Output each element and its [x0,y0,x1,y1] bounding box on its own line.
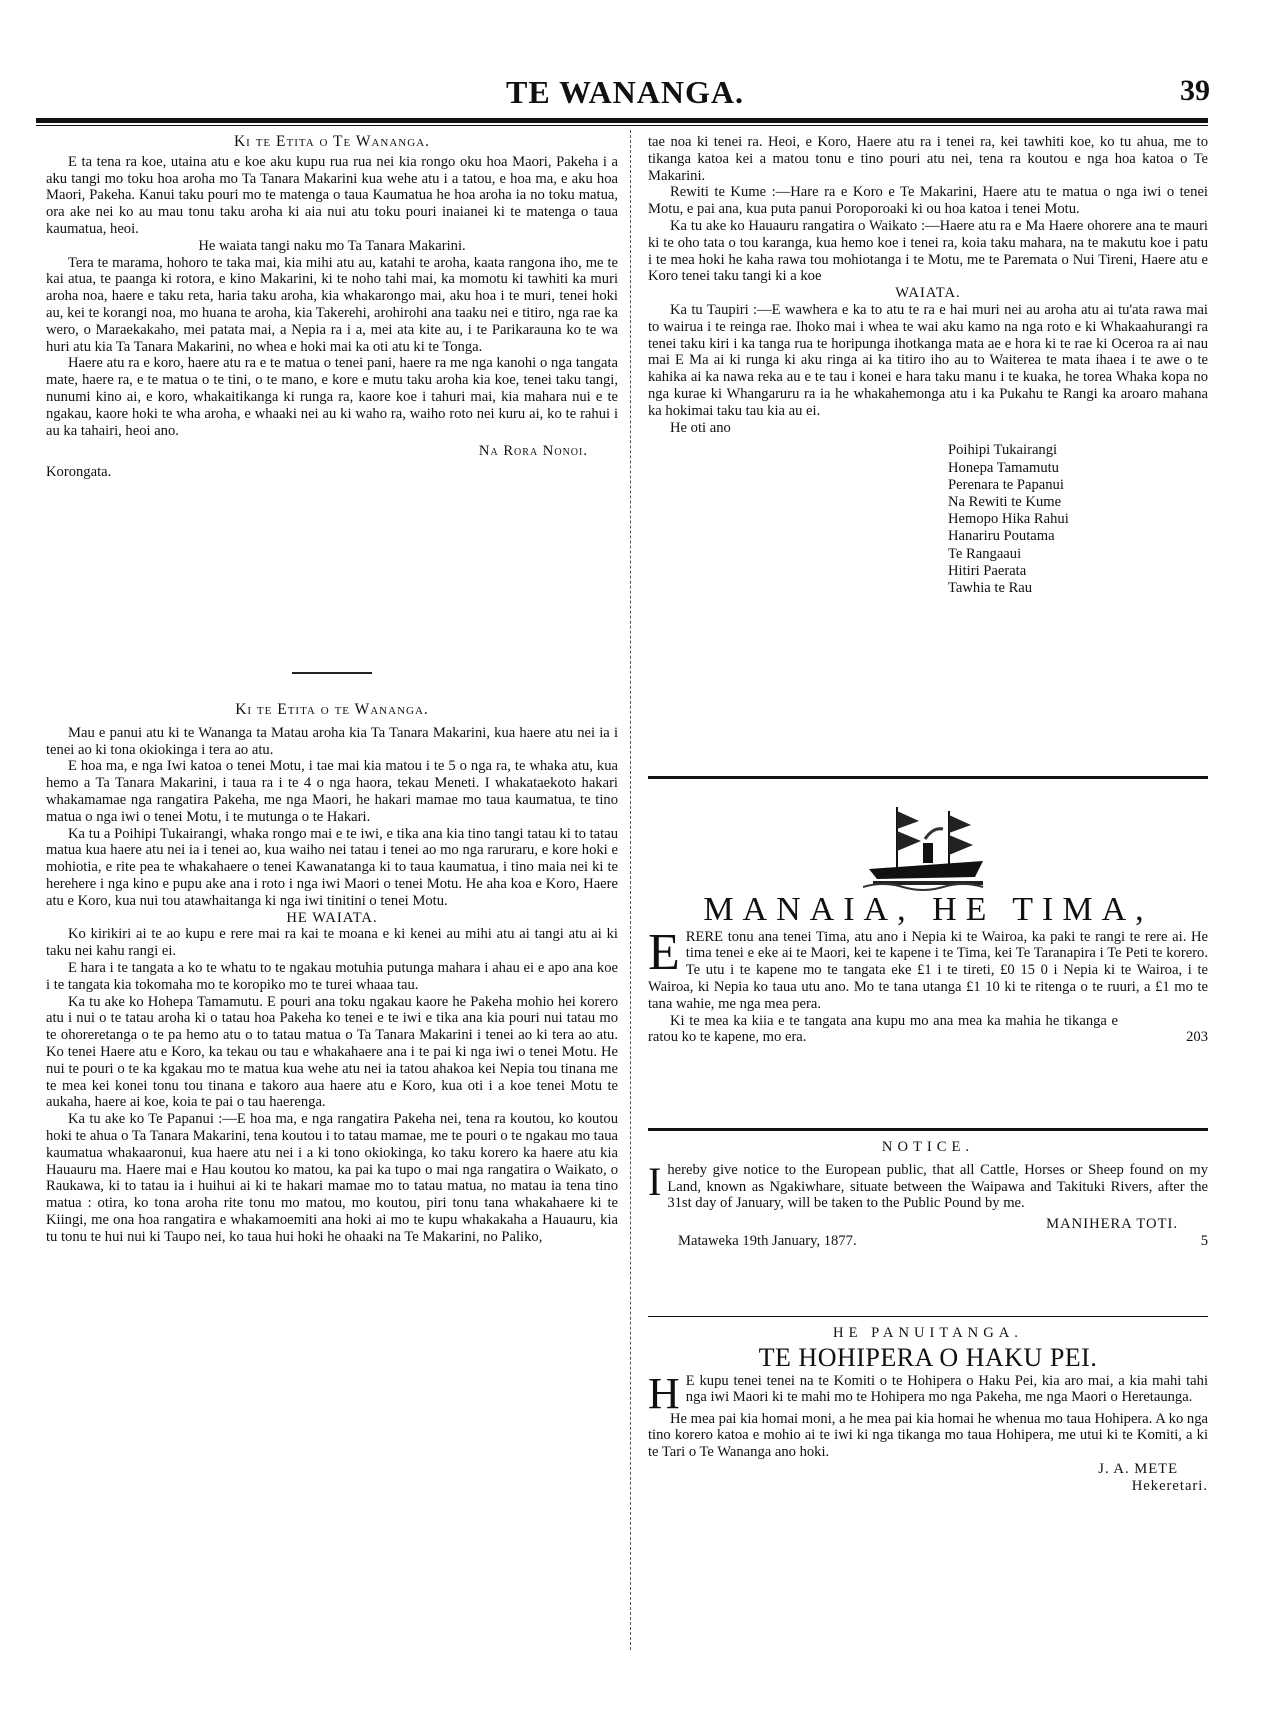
panuitanga-body [648,1368,1208,1418]
letter1-paragraph: Tera te marama, hohoro te taka mai, kia mihi atu au, katahi te aroha, kaata rangona iho, me te kai atua, te paanga ki rotora, e kino Makarini, ki te noho tahi mai, ka momotu ki tawhiti ka muri aroha noa, haere e taku reta, haria taku aroha, kia whakarongo mai, aku hoa i te muri, tenei hoki au, kei te korangi noa, mo huana te aroha, kia Takerehi, arohirohi ana taaku nei e titiro, nga rae ka wero, o Maraekakaho, mei patata mai, a Nepia ra i a, mei ata kite au, i te Parikarauna ko te wa huri atu kia Ta Tanara Makarini, no whea e hoki mai ka oti atu ki te Tonga. [46,254,618,355]
left-column-letter2 [46,672,618,674]
ad-rule [648,776,1208,779]
signatories-list [648,442,1208,597]
letter1-heading: Ki te Etita o Te Wananga. [233,133,431,150]
manaia-text: RERE tonu ana tenei Tima, atu ano i Nepia ki te Wairoa, ka paki te rangi te rere ai. He tima tenei e eke ai te Maori, kei te kapene i te Tima, kei Te Taranapira i Te Peti te korero. Te utu i te kapene mo te tangata eke £1 i te tireti, £0 15 0 i Nepia ki te Wairoa, i te Wairoa, ki Nepia ko taua utu ano. Mo te tana utanga £1 10 ki te ritenga o te ruuri, a £1 mo te tana wahie, me nga mea pera. [648,928,1208,1012]
left-column [46,134,618,481]
continuation-paragraph: Ka tu ake ko Hauauru rangatira o Waikato :—Haere atu ra e Ma Haere ohorere ana te mauri ki te oho tata o tou karanga, kua hemo koe i tenei ra, koia taku mahara, na te makutu koe i patu i te mea hoki he kaha rawa tou mohiotanga i te Motu, me te Paremata o Nui Tireni, Haere atu e Koro tenei taku tangi ki a koe [648,217,1208,285]
closing-line: He oti ano [670,419,731,436]
steamship-icon [863,799,993,891]
song-paragraph: Ko kirikiri ai te ao kupu e rere mai ra kai te moana e ki kenei au mihi atu ai tangi atu ai ki taku nei kahu rangi ei. [46,926,618,960]
notice-heading: NOTICE. [881,1139,975,1155]
section-divider [292,672,372,674]
right-column [648,134,1208,597]
page-header [40,74,1210,114]
signatory-name: Hitiri Paerata [948,562,1027,579]
song-paragraph: E hara i te tangata a ko te whatu to te ngakau motuhia putunga mahara i ahau ei e apo ana koe i te tangata kia tokomaha mo te koropiko mo te turei whaaa tau. [46,959,618,993]
song-paragraph: Ka tu ake ko Te Papanui :—E hoa ma, e nga rangatira Pakeha nei, tena ra koutou, ko koutou hoki te ahua o Ta Tanara Makarini, tena koutou i to tatau mamae, me te pouri o te ngakau mo taua kaumatua whakaaronui, kua haere atu nei i a ki tono okiokinga, ko taku korero ka haere atu kia Hauauru ma. Haere mai e Hau koutou ko matou, ka pai ka tupo o mai nga rangatira o Waikato, o Raukawa, ki to tatau ia i huihui ai ki te hakari mamae mo to tatau matua, no matau ia tena tino matua : otira, ko tona aroha rite tonu mo matou, mo koutou, piri tonu tana whakahaere ki te Kiingi, me ona hoa rangatira e whakamoemiti ana hoki ai mo te kupu whakakaha a Hauauru, kia tu tonu te hui nui ki Taupo nei, ko taua hui hoki he ohaaki na Te Makarini, no Paliko, [46,1111,618,1245]
manaia-text2: Ki te mea ka kiia e te tangata ana kupu mo ana mea ka mahia he tikanga e ratou ko te kapene, mo era. [648,1012,1118,1046]
signatory-name: Te Rangaaui [948,545,1022,562]
page-number: 39 [1180,74,1210,107]
header-rule-thick [36,118,1208,123]
notice-footer-row [648,1233,1208,1250]
letter2 [46,702,618,1246]
letter2-heading: Ki te Etita o te Wananga. [235,701,429,718]
notice-dateline: Mataweka 19th January, 1877. [678,1232,857,1249]
letter1-paragraph: Haere atu ra e koro, haere atu ra e te matua o tenei pani, haere ra me nga kanohi o nga tangata mate, haere ra, e te matua o te tini, o te mano, e kore e mutu taku aroha kia koe, tenei taku tangi, nunumi kino ai, e koro, whakaitikanga ki runga ra, kaore koe i tahuri mai, kia mahara nui e te ngakau, kaore hoki te wha aroha, e whaaki nei au ki waho ra, waiho roto nei kuru ai, ko te rahui i au ka tahairi, heoi ano. [46,355,618,439]
letter1-paragraph: E ta tena ra koe, utaina atu e koe aku kupu rua rua nei kia rongo oku hoa Maori, Pakeha i a aku tangi mo toku hoa aroha mo Ta Tanara Makarini kua wehe atu i a tatou, e hoa ma, e aku hoa Maori, Pakeha. Kanui taku pouri mo te matenga o taua Kaumatua he hoa aroha ia no toku matua, ora ake nei ko au mau tonu taku aroha ki aia nui atu toku pouri inaianei ki te matenga o taua kaumatua, heoi. [46,153,618,237]
continuation-paragraph: Rewiti te Kume :—Hare ra e Koro e Te Makarini, Haere atu te matua o nga iwi o tenei Motu, e pai ana, kua puta panui Poroporoaki ki ou hoa katoa i tenei Motu. [648,184,1208,218]
hospital-title: TE HOHIPERA O HAKU PEI. [758,1342,1098,1372]
signatory-name: Na Rewiti te Kume [948,493,1062,510]
newspaper-title: TE WANANGA. [506,74,744,110]
panuitanga-signature: J. A. METE [1098,1460,1178,1477]
notice-dropcap: I [648,1158,662,1204]
signatory-name: Honepa Tamamutu [948,459,1059,476]
letter2-paragraph: Mau e panui atu ki te Wananga ta Matau aroha kia Ta Tanara Makarini, kua haere atu nei ia i tenei ao ki tona okiokinga i tera ao atu. [46,724,618,758]
letter1-paragraph: He waiata tangi naku mo Ta Tanara Makarini. [198,237,466,254]
panuitanga-text2: He mea pai kia homai moni, a he mea pai kia homai he whenua mo taua Hohipera. A ko nga tino korero katoa e mohio ai te iwi ki nga tikanga mo taua Hohipera, me utui ki te Komiti, a ki te Tari o Te Wananga ano hoki. [648,1410,1208,1461]
header-rule-thin [36,125,1208,126]
ad-rule [648,1128,1208,1131]
manaia-advertisement [648,776,1208,1046]
manaia-ad-number: 203 [1186,1029,1208,1046]
notice-body [648,1158,1208,1212]
letter2-paragraph: Ka tu a Poihipi Tukairangi, whaka rongo mai e te iwi, e tika ana kia tino tangi tatau ki to tatau matua kua haere atu nei ia i tenei ao, kua waiho nei tatau i tenei ao mo nga raruraru, e kore hoki e mohiotia, e rite pea te whakahaere o tenei Kawanatanga ki to taua kaumatua, i tino maia nei ki te herehere i nga kino e pupu ake ana i roto i nga iwi Maori o tenei Motu. He aha koa e Koro, Haere atu e Koro, kua nui tou atawhaitanga ki nga iwi tinitini o tenei Motu. [46,825,618,909]
waiata-paragraph: Ka tu Taupiri :—E wawhera e ka to atu te ra e hai muri nei au aroha atu ai tu'ata rawa mai to wairua i te reinga rae. Ihoko mai i whea te wai aku kamo na nga roto e ki Whakaahurangi ra tenei taku kiri i ka tanga rua te horipunga ihotkanga mata ae e hora ki te rae ki Oceroa ra ai nau mai E Ma ai ki runga ki aku ringa ai ka titiro iho au to Waitereа te mata ihaea i te awe o te kahika ai ka nawa reka au e te tau i konei e hara taku manu i te kuaka, he torea Whaka kopa no nga kurae ki Whangaruru ra ia he whakahemonga atu i ka Pukahu te Rangi ka aroaro mahana ka hokimai taku tau kia au ei. [648,301,1208,419]
notice-signature: MANIHERA TOTI. [1046,1216,1178,1233]
continuation-paragraph: tae noa ki tenei ra. Heoi, e Koro, Haere atu ra i tenei ra, kei tawhiti koe, ko tu ahua, me to tikanga katoa kei a matou tonu e tino pouri atu nei, tena ra koutou e nga hoa katoa o Te Makarini. [648,134,1208,184]
ad-rule [648,1316,1208,1317]
letter1-place: Korongata. [46,464,112,481]
ship-illustration [648,799,1208,896]
panuitanga-heading: HE PANUITANGA. [833,1325,1023,1341]
waiata-heading: WAIATA. [895,285,961,302]
notice-text: hereby give notice to the European public, that all Cattle, Horses or Sheep found on my Land, known as Ngakiwhare, situate between the Waipawa and Takituki Rivers, after the 31st day of January, will be taken to the Public Pound by me. [667,1161,1208,1212]
signatory-name: Poihipi Tukairangi [948,442,1058,459]
manaia-body [648,923,1208,1013]
column-separator [630,130,632,1650]
panuitanga-role: Hekeretari. [1131,1477,1208,1494]
panuitanga-advertisement [648,1316,1208,1495]
song-heading: HE WAIATA. [286,909,378,926]
letter1-signature: Na Rora Nonoi. [478,443,588,460]
song-paragraph: Ka tu ake ko Hohepa Tamamutu. E pouri ana toku ngakau kaore he Pakeha mohio hei korero atu i nui o te tatau aroha ki o tatau hoa Pakeha ko tenei e te iwi e tika ana kia pouri nui tatau mo te ohoreretanga o te pa hemo atu o to tatau matua o Ta Tanara Makarini i tenei ao ki tera ao atu. Ko tenei Haere atu e Koro, ka tekau ou tau e whakahaere ana i te pai ki nga iwi o tenei Motu. He nui te pouri o te ka kgakau mo te matua kua wehe atu nei ia tatou ahakoa kei Nepia tou tinana me te mea kei konei tonu tou tinana e takoro aua haere atu e Koro, kua oti i a koe tenei Motu te aukaha, haere ai koe, koia te pai o tau haerenga. [46,993,618,1111]
manaia-dropcap: E [648,923,680,981]
letter2-paragraph: E hoa ma, e nga Iwi katoa o tenei Motu, i tae mai kia matou i te 5 o nga ra, te whaka atu, kua hemo a Ta Tanara Makarini, i taua ra i te 4 o nga haora, tekau Meneti. I whakataekoto hakari whakamamae nga rangatira Pakeha, me nga Maori, he hakari mamae mo taua kaumatua, te tino matua o nga iwi o tenei Motu, i te mutunga o te Hakari. [46,758,618,825]
signatory-name: Tawhia te Rau [948,579,1033,596]
signatory-name: Hanariru Poutama [948,528,1055,545]
signatory-name: Perenara te Papanui [948,476,1064,493]
manaia-headline: MANAIA, HE TIMA, [703,890,1153,928]
signatory-name: Hemopo Hika Rahui [948,511,1069,528]
notice-ad-number: 5 [1200,1232,1208,1249]
manaia-footer-row [648,1013,1208,1047]
notice-advertisement [648,1128,1208,1250]
panuitanga-text: E kupu tenei tenei na te Komiti o te Hohipera o Haku Pei, kia aro mai, a kia mahi tahi nga iwi Maori ki te mahi mo te Hohipera mo nga Pakeha, me nga Maori o Heretaunga. [685,1372,1208,1406]
panuitanga-dropcap: H [648,1368,680,1418]
